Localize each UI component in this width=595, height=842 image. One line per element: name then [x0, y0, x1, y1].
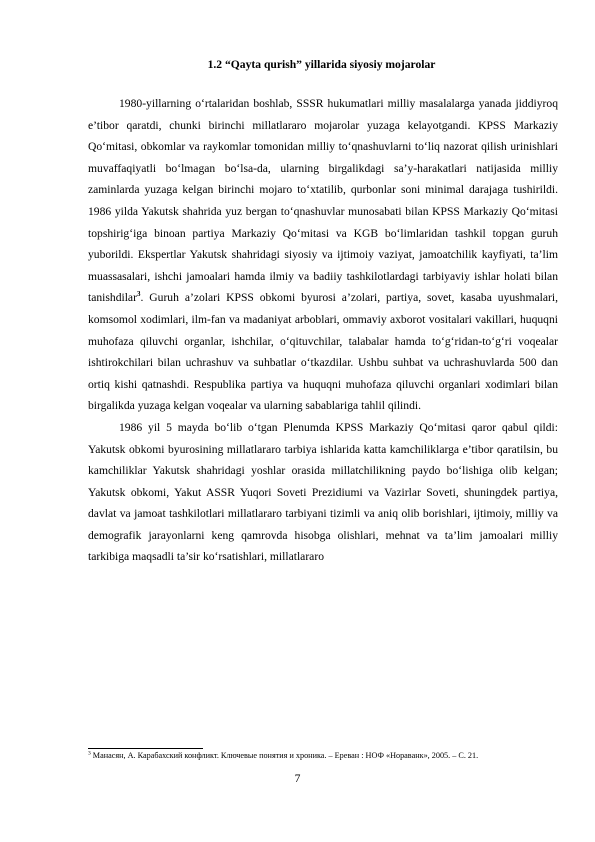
page-number: 7 [294, 772, 301, 785]
footnote [88, 751, 558, 761]
footnote-text: Манасян, А. Карабахский конфликт. Ключевые понятия и хроника. – Ереван : НОФ «Нораванк», 2005. – С. 21. [90, 751, 479, 760]
footnote-ref[interactable]: 3 [136, 290, 141, 299]
footnote-divider [88, 748, 203, 749]
paragraph-1 [88, 93, 558, 417]
footnote-mark: 3 [88, 750, 91, 757]
paragraph-1-text: 1980-yillarning o‘rtalaridan boshlab, SSSR hukumatlari milliy masalalarga yanada jiddiyroq e’tibor qaratdi, chunki birinchi millatlararo mojarolar yuzaga kelayotgandi. KPSS Markaziy Qo‘mitasi, obkomlar va raykomlar tomonidan milliy to‘qnashuvlarni to‘liq nazorat qilish urinishlari muvaffaqiyatli bo‘lmagan bo‘lsa-da, ularning birgalikdagi sa’y-harakatlari natijasida milliy zaminlarda yuzaga kelgan birinchi mojaro to‘xtatilib, qurbonlar soni minimal darajaga tushirildi. 1986 yilda Yakutsk shahrida yuz bergan to‘qnashuvlar munosabati bilan KPSS Markaziy Qo‘mitasi topshirig‘iga binoan partiya Markaziy Qo‘mitasi va KGB bo‘limlaridan tashkil topgan guruh yuborildi. Ekspertlar Yakutsk shahridagi siyosiy va ijtimoiy vaziyat, jamoatchilik kayfiyati, ta’lim muassasalari, ishchi jamoalari hamda ilmiy va badiiy tashkilotlardagi tarbiyaviy ishlar holati bilan tanishdilar [88, 97, 558, 305]
paragraph-2: 1986 yil 5 mayda bo‘lib o‘tgan Plenumda KPSS Markaziy Qo‘mitasi qaror qabul qildi: Yakutsk obkomi byurosining millatlararo tarbiya ishlarida katta kamchiliklarga e’tibor qaratilsin, bu kamchiliklar Yakutsk shahridagi yoshlar orasida millatchilikning paydo bo‘lishiga olib kelgan; Yakutsk obkomi, Yakut ASSR Yuqori Soveti Prezidiumi va Vazirlar Soveti, shuningdek partiya, davlat va jamoat tashkilotlari millatlararo tarbiyani tizimli va aniq olib borishlari, ijtimoiy, milliy va demografik jarayonlarni keng qamrovda hisobga olishlari, mehnat va ta’lim jamoalari milliy tarkibiga maqsadli ta’sir ko‘rsatishlari, millatlararo [88, 420, 558, 564]
section-heading: 1.2 “Qayta qurish” yillarida siyosiy mojarolar [207, 58, 436, 71]
body-text [88, 93, 558, 568]
paragraph-1-continued: . Guruh a’zolari KPSS obkomi byurosi a’zolari, partiya, sovet, kasaba uyushmalari, komsomol xodimlari, ilm-fan va madaniyat arboblari, ommaviy axborot vositalari vakillari, huquqni muhofaza qiluvchi organlar, ishchilar, o‘qituvchilar, talabalar hamda to‘g‘ridan-to‘g‘ri voqealar ishtirokchilari bilan uchrashuv va suhbatlar o‘tkazdilar. Ushbu suhbat va uchrashuvlarda 500 dan ortiq kishi qatnashdi. Respublika partiya va huquqni muhofaza qiluvchi organlari xodimlari bilan birgalikda yuzaga kelgan voqealar va ularning sabablariga tahlil qilindi. [88, 291, 558, 413]
